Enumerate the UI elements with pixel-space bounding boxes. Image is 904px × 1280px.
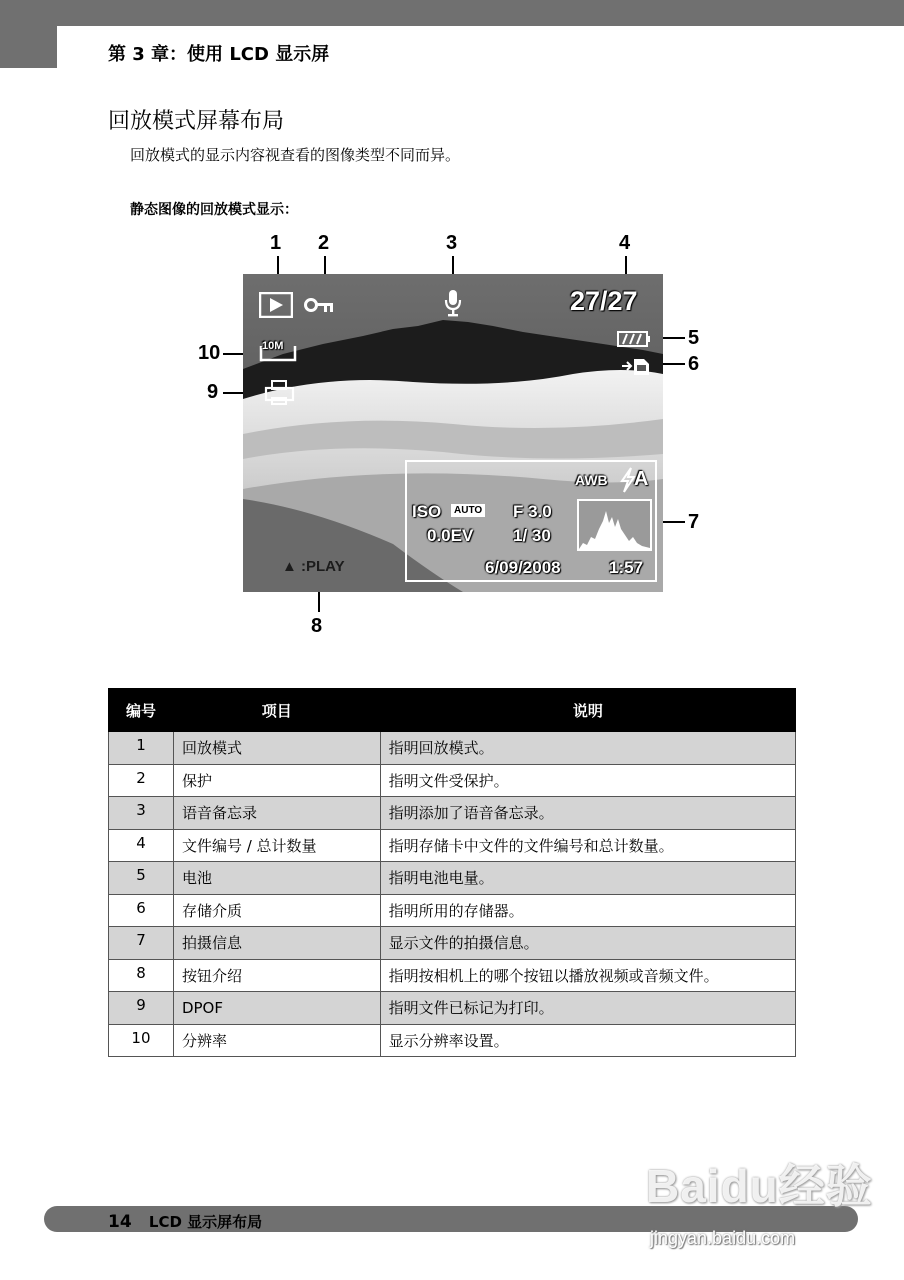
subheading: 静态图像的回放模式显示： [130,202,298,218]
column-header-item: 项目 [173,689,380,732]
row-number: 4 [109,829,174,862]
playback-mode-icon [259,292,293,318]
callout-9: 9 [207,381,219,403]
callout-7: 7 [688,511,700,533]
row-description: 指明回放模式。 [380,732,795,765]
callout-4: 4 [619,232,631,254]
row-number: 10 [109,1024,174,1057]
aperture-value: F 3.0 [513,502,552,521]
row-number: 5 [109,862,174,895]
shooting-info-box [405,460,657,582]
baidu-watermark-logo: Baidu经验 [646,1160,873,1212]
footer-title: LCD 显示屏布局 [148,1213,263,1231]
table-row [109,1024,796,1057]
row-number: 8 [109,959,174,992]
row-description: 指明文件受保护。 [380,764,795,797]
battery-icon [617,330,651,348]
dpof-print-icon [264,380,296,406]
header-tab-block [0,26,57,68]
callout-5: 5 [688,327,700,349]
row-item: 存储介质 [173,894,380,927]
date-display: 6/09/2008 [485,558,561,577]
histogram-chart [577,499,652,551]
row-description: 指明所用的存储器。 [380,894,795,927]
table-header-row [109,689,796,732]
row-description: 指明添加了语音备忘录。 [380,797,795,830]
row-description: 指明文件已标记为打印。 [380,992,795,1025]
row-item: 电池 [173,862,380,895]
row-description: 指明存储卡中文件的文件编号和总计数量。 [380,829,795,862]
resolution-label: 10M [262,340,284,352]
table-row [109,829,796,862]
row-description: 显示文件的拍摄信息。 [380,927,795,960]
iso-auto-badge: AUTO [451,504,485,517]
section-title: 回放模式屏幕布局 [108,109,285,134]
callout-8: 8 [311,615,323,637]
row-number: 2 [109,764,174,797]
column-header-number: 编号 [109,689,174,732]
awb-label: AWB [575,472,608,488]
header-bar [0,0,904,26]
row-item: 拍摄信息 [173,927,380,960]
row-description: 指明按相机上的哪个按钮以播放视频或音频文件。 [380,959,795,992]
baidu-watermark-url: jingyan.baidu.com [650,1228,796,1248]
exposure-value: 0.0EV [427,526,474,545]
row-description: 指明电池电量。 [380,862,795,895]
table-row [109,894,796,927]
time-display: 1:57 [609,558,644,577]
row-item: 按钮介绍 [173,959,380,992]
footer [108,1211,262,1232]
table-row [109,732,796,765]
row-item: DPOF [173,992,380,1025]
column-header-description: 说明 [380,689,795,732]
table-row [109,959,796,992]
callout-10: 10 [198,342,221,364]
intro-paragraph: 回放模式的显示内容视查看的图像类型不同而异。 [130,146,461,164]
row-item: 保护 [173,764,380,797]
table-row [109,992,796,1025]
table-row [109,797,796,830]
shutter-speed-value: 1/ 30 [513,526,551,545]
callout-3: 3 [446,232,458,254]
callout-2: 2 [318,232,330,254]
callout-6: 6 [688,353,700,375]
play-button-hint: ▲ :PLAY [282,558,345,575]
row-item: 回放模式 [173,732,380,765]
item-description-table [108,688,796,1057]
row-description: 显示分辨率设置。 [380,1024,795,1057]
resolution-icon [259,340,295,360]
protect-key-icon [304,296,334,314]
row-item: 语音备忘录 [173,797,380,830]
row-item: 分辨率 [173,1024,380,1057]
flash-mode-label: A [634,468,649,490]
row-number: 3 [109,797,174,830]
chapter-title: 第 3 章：使用 LCD 显示屏 [108,44,330,65]
iso-label: ISO [412,502,442,521]
row-item: 文件编号 / 总计数量 [173,829,380,862]
table-row [109,862,796,895]
callout-1: 1 [270,232,282,254]
row-number: 7 [109,927,174,960]
row-number: 1 [109,732,174,765]
lcd-playback-screen [243,274,663,592]
file-count-display: 27/27 [570,286,638,316]
page-number: 14 [108,1212,132,1232]
row-number: 9 [109,992,174,1025]
internal-memory-icon [621,356,651,376]
voice-memo-icon [443,288,463,318]
table-row [109,764,796,797]
table-row [109,927,796,960]
row-number: 6 [109,894,174,927]
